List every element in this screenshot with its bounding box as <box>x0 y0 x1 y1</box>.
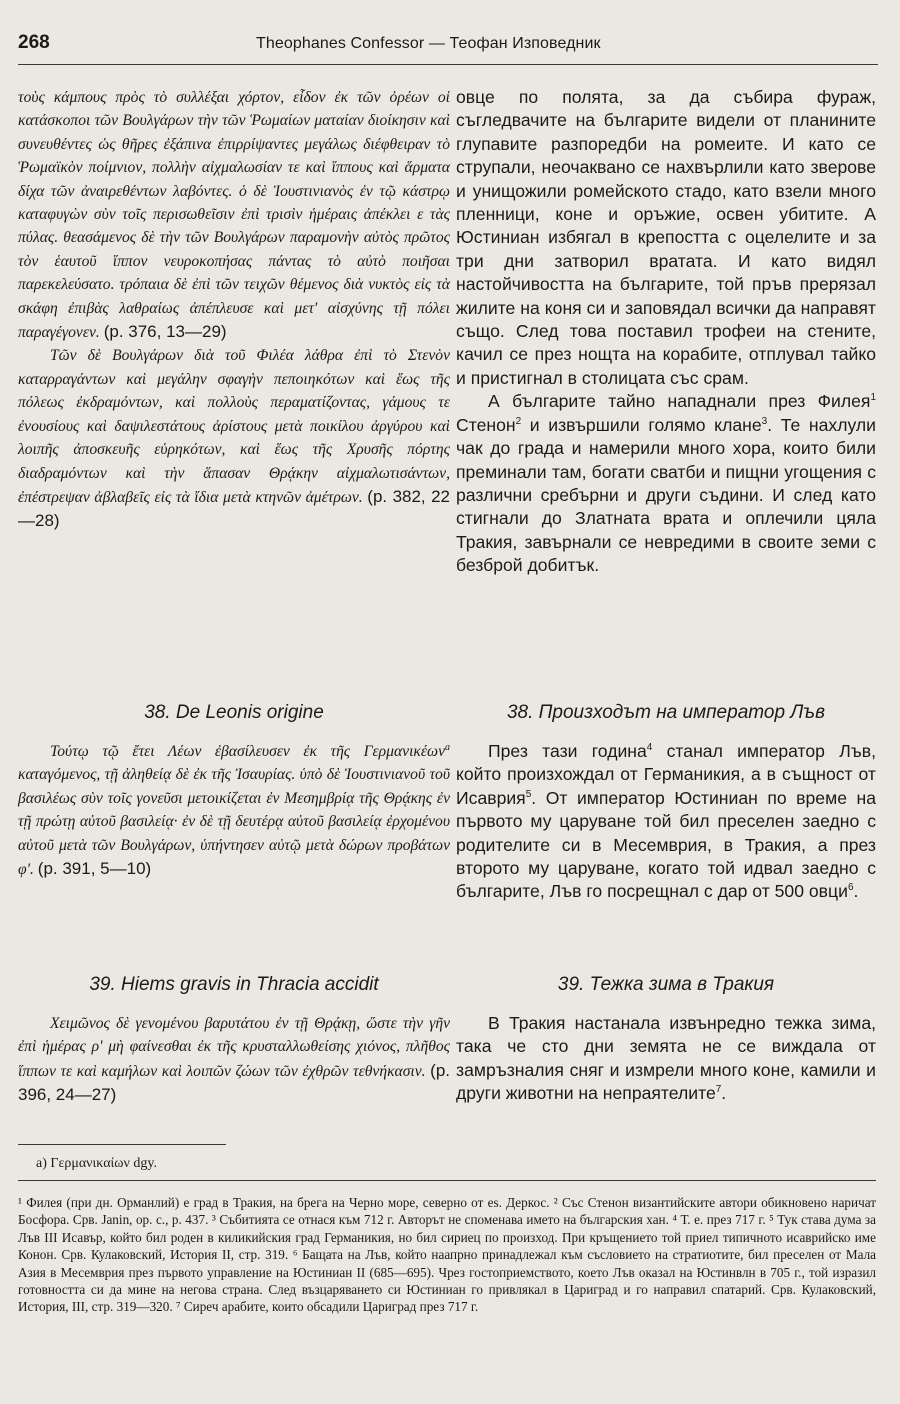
text-run: А българите тайно нападнали през Филея <box>488 391 871 412</box>
footnote-ref: 2 <box>515 415 522 427</box>
header-rule <box>18 64 878 65</box>
text-run: През тази година <box>488 741 647 761</box>
running-title: Theophanes Confessor — Теофан Изповедник <box>256 35 601 52</box>
text-run: . <box>853 881 859 902</box>
greek-passage: Τῶν δὲ Βουλγάρων διὰ τοῦ Φιλέα λάθρα ἐπὶ τὸ Στενὸν καταρραγάντων καὶ μεγάλην σφαγὴν πεποιηκότων καὶ ἕως τῆς πόλεως ἐκδραμόντων, καὶ πολλοὺς περαματίζοντας, γάμους τε ἐνουσίους καὶ δαψιλεστάτους ἀρίστους μετὰ ποικίλου ἀργύρου καὶ λοιπῆς ἀποσκευῆς εὑρηκότων, καὶ ἕως τῆς Χρυσῆς πόρτης διαδραμόντων καὶ τὴν ἅπασαν Θρᾴκην αἰχμαλωτισάντων, ἐπέστρεψαν ἀβλαβεῖς εἰς τὰ ἴδια μετὰ κτηνῶν ἀμέτρων. <box>18 347 450 506</box>
footnote-text: ¹ Филея (при дн. Орманлий) е град в Тракия, на брега на Черно море, северно от es. Деркос. ² Със Стенон византийските автори обикновено наричат Босфора. Срв. Janin, op. c., p. 437. ³ Събитията се отнася към 712 г. Авторът не споменава името на българския хан. ⁴ Т. е. през 717 г. ⁵ Тук става дума за Лъв III Исавър, който бил роден в киликийския град Германикия, но бил сириец по произход. При кръщението той приел типичното исаврийско име Конон. Срв. Кулаковский, История II, стр. 319. ⁶ Бащата на Лъв, който наапрно принадлежал към съсловието на стратиотите, бил преселен от Мала Азия в Месемврия през първото управление на Юстиниан II (685—695). Чрез гостоприемството, което Лъв оказал на Юстинвлн в 705 г., той изразил готовността си да мине на негова страна. След възцаряването си Юстиниан го привлякал в Цариград и го направил спатарий. Срв. Кулаковский, История, III, стр. 319—320. ⁷ Сиреч арабите, които обсадили Цариград през 717 г. <box>18 1195 876 1315</box>
footnote-ref: 5 <box>525 788 532 800</box>
bulgarian-text-39 <box>456 1012 876 1106</box>
bulgarian-paragraph: овце по полята, за да събира фураж, съгледвачите на българите видели от планините глупавите разпоредби на ромеите. И като се струпали, неочаквано се нахвърлили като зверове и унищожили ромейското стадо, като взели много пленници, коне и оръжие, освен убитите. А Юстиниан избягал в крепостта с оцелелите и за три дни затворил вратата. И като видял настойчивостта на българите, той пръв прерязал жилите на коня си и заповядал всички да направят също. След това поставил трофеи на стените, качил се през нощта на корабите, отплувал тайко и пристигнал в столицата със срам. <box>456 87 876 388</box>
greek-passage: Τούτῳ τῷ ἔτει Λέων ἐβασίλευσεν ἐκ τῆς Γερμανικέων <box>50 743 445 760</box>
critical-apparatus-note: a) Γερμανικαίων dgy. <box>36 1156 157 1171</box>
text-run: В Тракия настанала извънредно тежка зима, така че сто дни земята не се виждала от замръзналия сняг и измрели много коне, камили и други животни на непраятелите <box>456 1013 876 1104</box>
text-run: . От император Юстиниан по време на първото му царуване той бил преселен заедно с родителите си в Месемврия, в Тракия, а през второто му царуване, когато той идвал заедно с българите, Лъв го посрещнал с дар от 500 овци <box>456 787 876 902</box>
greek-passage: Χειμῶνος δὲ γενομένου βαρυτάτου ἐν τῇ Θρᾴκῃ, ὥστε τὴν γῆν ἐπὶ ἡμέρας ρ' μὴ φαίνεσθαι ἐκ τῆς κρυσταλλωθείσης χιόνος, πλῆθος ἵππων τε καὶ καμήλων καὶ λοιπῶν ζώων τῶν ἐχθρῶν τεθνήκασιν. <box>18 1015 450 1080</box>
footnote-ref: 7 <box>715 1084 722 1096</box>
text-run: . Те нахлули чак до града и намерили много хора, които били преминали там, богати сватби и пищни угощения с различни сребърни и други съдини. И след като стигнали до Златната врата и оплечили цяла Тракия, завърнали се невредими в своите земи с безброй добитък. <box>456 414 876 576</box>
section-title-bulgarian: 38. Произходът на император Лъв <box>506 702 826 723</box>
footnote-ref: 3 <box>761 415 768 427</box>
footnote-ref: 1 <box>870 392 876 404</box>
section-title-latin: 38. De Leonis origine <box>144 702 324 723</box>
bulgarian-text-37 <box>456 86 876 578</box>
text-run: Стенон <box>456 414 516 435</box>
page-header <box>18 28 878 60</box>
greek-paragraph <box>18 86 450 344</box>
greek-passage: καταγόμενος, τῇ ἀληθείᾳ δὲ ἐκ τῆς Ἰσαυρίας. ὑπὸ δὲ Ἰουστινιανοῦ τοῦ βασιλέως σὺν τοῖς γονεῦσι μετοικίζεται ἐν Μεσημβρίᾳ τῆς Θρᾴκης ἐν τῇ πρώτῃ αὐτοῦ βασιλείᾳ· ἐν δὲ τῇ δευτέρᾳ αὐτοῦ βασιλείᾳ ἐρχομένου αὐτοῦ μετὰ τῶν Βουλγάρων, ὑπήντησεν αὐτῷ μετὰ δώρων προβάτων φ'. <box>18 766 450 879</box>
text-run: и извършили голямо клане <box>521 414 762 435</box>
page-number: 268 <box>18 32 50 53</box>
bulgarian-text-38 <box>456 740 876 904</box>
section-title-bulgarian: 39. Тежка зима в Тракия <box>557 974 775 995</box>
greek-text-39 <box>18 1012 450 1108</box>
bulgarian-paragraph <box>456 390 876 577</box>
apparatus-ref: a <box>445 741 450 753</box>
citation: (p. 391, 5—10) <box>37 859 152 879</box>
greek-text-37 <box>18 86 450 534</box>
citation: (p. 382, 22—28) <box>18 486 451 531</box>
citation: (p. 396, 24—27) <box>18 1060 450 1105</box>
greek-text-38 <box>18 740 450 881</box>
greek-passage: τοὺς κάμπους πρὸς τὸ συλλέξαι χόρτον, εἶδον ἐκ τῶν ὀρέων οἱ κατάσκοποι τῶν Βουλγάρων τὴν τῶν Ῥωμαίων ματαίαν διοίκησιν καὶ συνευθέντες ὡς θῆρες ἐξάπινα ἐπιρρίψαντες μεγάλως διέφθειραν τὸ Ῥωμαϊκὸν ποίμνιον, πολλὴν αἰχμαλωσίαν τε καὶ ἵππους καὶ ἅρματα δίχα τῶν ἀναιρεθέντων λαβόντες. ὁ δὲ Ἰουστινιανὸς ἐν τῷ κάστρῳ καταφυγὼν σὺν τοῖς περισωθεῖσιν ἐπὶ τρισὶν ἡμέραις ἀπέκλει ε τὰς πύλας. θεασάμενος δὲ τὴν τῶν Βουλγάρων παραμονὴν αὐτὸς πρῶτος τὸν ἑαυτοῦ ἵππον νευροκοπήσας πάντας τὸ αὐτὸ ποιῆσαι παρεκελεύσατο. τρόπαια δὲ ἐπὶ τῶν τειχῶν θέμενος διὰ νυκτὸς εἰς τὰ σκάφη ἐπιβὰς λαθραίως ἀπέπλευσε καὶ μετ' αἰσχύνης τῇ πόλει παραγέγονεν. <box>18 89 450 342</box>
section-title-latin: 39. Hiems gravis in Thracia accidit <box>89 974 379 995</box>
footnote-ref: 6 <box>847 882 854 894</box>
footnote-ref: 4 <box>646 742 653 754</box>
footnote-rule <box>18 1180 876 1181</box>
apparatus-rule <box>18 1144 226 1145</box>
text-run: . <box>721 1083 727 1104</box>
citation: (p. 376, 13—29) <box>103 322 227 342</box>
text-run: станал император Лъв, който произхождал от Германикия, а в същност от Исаврия <box>456 741 876 808</box>
footnotes <box>18 1194 876 1316</box>
greek-paragraph <box>18 344 450 533</box>
